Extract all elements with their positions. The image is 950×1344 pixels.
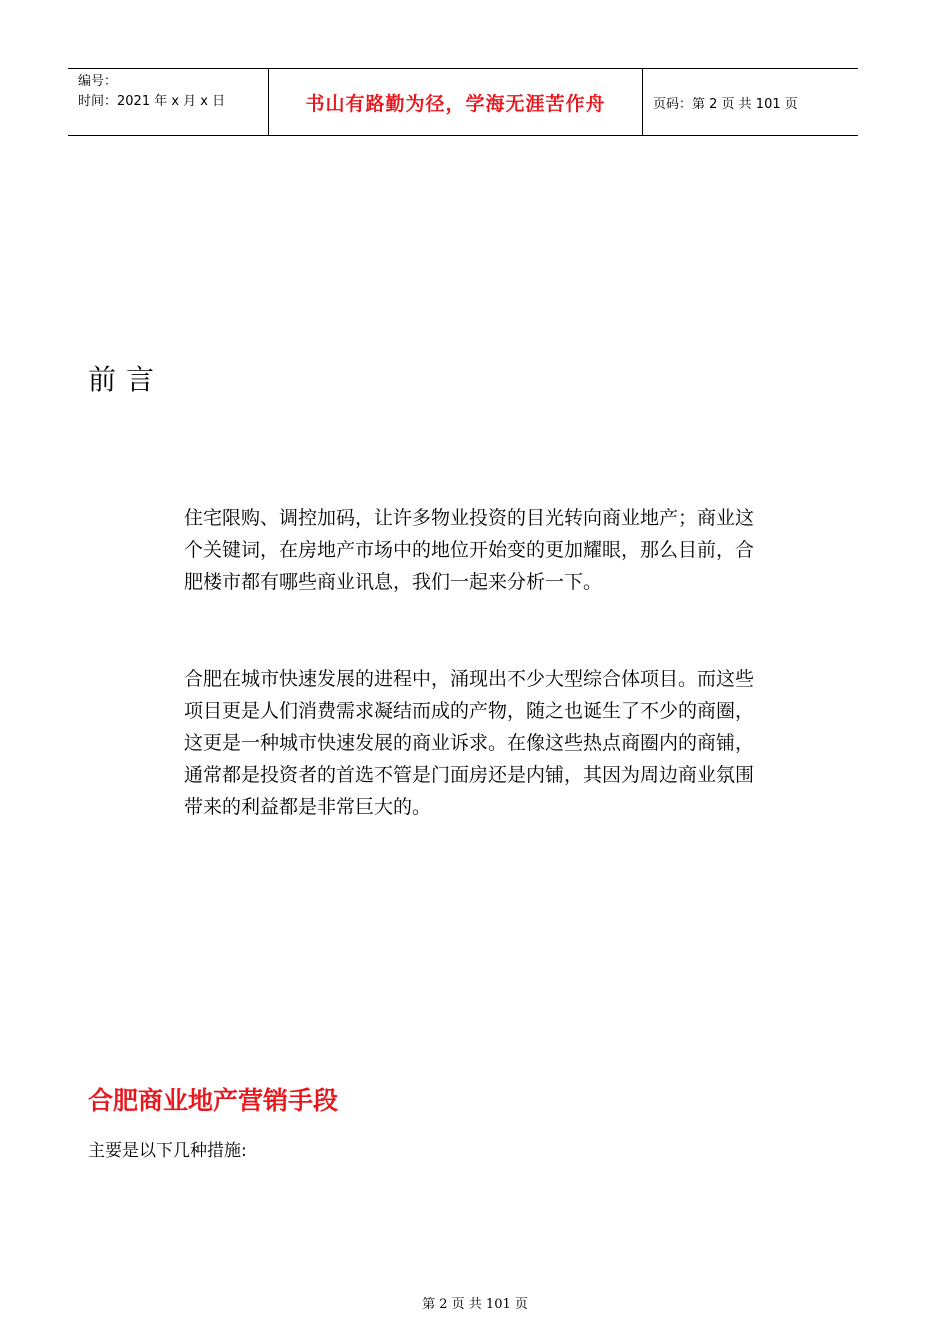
preface-paragraph-1: 住宅限购、调控加码，让许多物业投资的目光转向商业地产；商业这个关键词，在房地产市场中的地位开始变的更加耀眼，那么目前，合肥楼市都有哪些商业讯息，我们一起来分析一下。 bbox=[184, 507, 755, 593]
page-footer: 第 2 页 共 101 页 bbox=[422, 1297, 528, 1312]
number-label: 编号： bbox=[78, 74, 118, 89]
section-heading: 合肥商业地产营销手段 bbox=[88, 1086, 339, 1115]
header-motto-cell bbox=[269, 69, 643, 135]
header-page-label: 页码：第 2 页 共 101 页 bbox=[653, 96, 798, 112]
section-subtext: 主要是以下几种措施: bbox=[88, 1141, 247, 1161]
time-label: 时间：2021 年 x 月 x 日 bbox=[78, 94, 226, 109]
preface-paragraph-2: 合肥在城市快速发展的进程中，涌现出不少大型综合体项目。而这些项目更是人们消费需求凝结而成的产物，随之也诞生了不少的商圈，这更是一种城市快速发展的商业诉求。在像这些热点商圈内的商铺，通常都是投资者的首选不管是门面房还是内铺，其因为周边商业氛围带来的利益都是非常巨大的。 bbox=[184, 668, 755, 818]
page-header bbox=[68, 68, 858, 136]
header-motto: 书山有路勤为径，学海无涯苦作舟 bbox=[305, 92, 606, 115]
header-page-cell bbox=[643, 69, 858, 135]
header-meta-cell bbox=[68, 69, 269, 135]
preface-title: 前言 bbox=[88, 363, 165, 396]
